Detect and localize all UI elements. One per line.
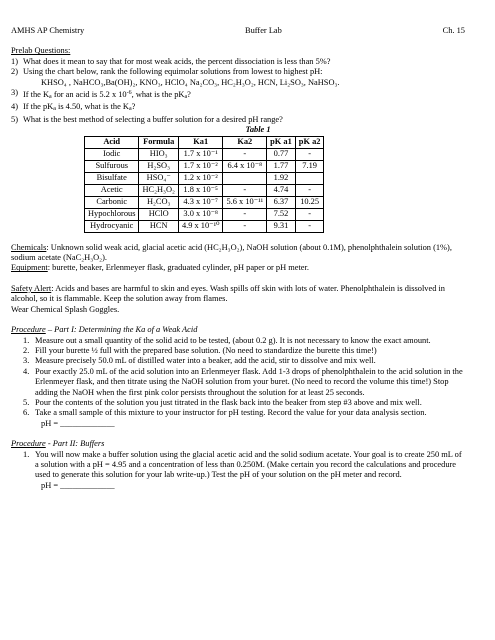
procedure-step: 4. Pour exactly 25.0 mL of the acid solution into an Erlenmeyer flask. Add 1-3 drops of phenolphthalein to the acid solution in the Erlenmeyer flask, and then titrate using the NaOH solution from your buret. (No need to record the volume this time!) Stop adding the NaOH when the first pink color persists throughout the solution for at least 25 seconds. <box>23 366 463 397</box>
acid-table <box>84 136 324 233</box>
procedure-step: 2. Fill your burette ½ full with the prepared base solution. (No need to standardize the burette this time!) <box>23 345 377 355</box>
table-header-row <box>85 136 324 148</box>
part2-heading: Procedure <box>11 439 46 449</box>
part2-section <box>11 439 465 491</box>
chemicals-section <box>11 243 465 274</box>
table-cell: 1.77 <box>267 160 296 172</box>
table-cell: - <box>223 184 267 196</box>
question-3: 3) If the Ka for an acid is 5.2 x $10^{-6}$, what is the pKa? <box>11 88 191 101</box>
table-cell: Sulfurous <box>85 160 139 172</box>
question-2-list: KHSO₄ , NaHCO₃,Ba(OH)₂, KNO₃, HClO₄ Na₂CO₃, HC₂H₃O₂, HCN, Li₂SO₃, NaHSO₃. <box>41 77 340 87</box>
table-row <box>85 208 324 220</box>
table-cell: 6.37 <box>267 196 296 208</box>
table-cell: Hypochlorous <box>85 208 139 220</box>
table-cell: 5.6 x 10⁻¹¹ <box>223 196 267 208</box>
safety-goggles: Wear Chemical Splash Goggles. <box>11 304 120 314</box>
equipment-label: Equipment <box>11 263 48 273</box>
table-cell: HC₂H₃O₂ <box>139 184 179 196</box>
table-cell: - <box>295 148 324 160</box>
col-formula: Formula <box>139 136 179 148</box>
chapter-label: Ch. 15 <box>442 26 465 35</box>
question-5: 5) What is the best method of selecting a buffer solution for a desired pH range? <box>11 114 283 124</box>
table-row <box>85 196 324 208</box>
table-cell: HSO₄⁻ <box>139 172 179 184</box>
table-row <box>85 184 324 196</box>
table-cell: - <box>223 220 267 232</box>
table-cell: HCN <box>139 220 179 232</box>
procedure-step: 6. Take a small sample of this mixture to your instructor for pH testing. Record the value for your data analysis section. <box>23 408 427 418</box>
part1-steps <box>11 336 465 419</box>
table-cell: Acetic <box>85 184 139 196</box>
table-cell: - <box>223 208 267 220</box>
table-cell <box>223 172 267 184</box>
part2-ph-line: pH = _____________ <box>41 480 115 490</box>
table-cell: 10.25 <box>295 196 324 208</box>
course-title: AMHS AP Chemistry <box>11 26 85 35</box>
table-cell: Iodic <box>85 148 139 160</box>
table-cell: - <box>295 208 324 220</box>
table-cell: - <box>223 148 267 160</box>
table-cell: 1.7 x 10⁻¹ <box>178 148 223 160</box>
table-cell: 6.4 x 10⁻⁸ <box>223 160 267 172</box>
table-row <box>85 160 324 172</box>
part1-ph-line: pH = _____________ <box>41 418 115 428</box>
table-body <box>85 148 324 232</box>
procedure-step: 3. Measure precisely 50.0 mL of distilled water into a beaker, add the acid, stir to dissolve and mix well. <box>23 356 376 366</box>
table-cell: H₂SO₃ <box>139 160 179 172</box>
table-cell: 3.0 x 10⁻⁸ <box>178 208 223 220</box>
question-4: 4) If the pKa is 4.50, what is the Ka? <box>11 102 136 113</box>
table-cell: H₂CO₃ <box>139 196 179 208</box>
part1-section <box>11 325 465 429</box>
table-cell: 9.31 <box>267 220 296 232</box>
safety-label: Safety Alert <box>11 283 52 293</box>
question-1: 1) What does it mean to say that for most weak acids, the percent dissociation is less than 5%? <box>11 56 331 66</box>
procedure-step: 5. Pour the contents of the solution you just titrated in the flask back into the beaker from step #3 above and mix well. <box>23 397 422 407</box>
procedure-step: 1. You will now make a buffer solution using the glacial acetic acid and the solid sodium acetate. Your goal is to create 250 mL of a solution with a pH = 4.95 and a concentration of less than 0.250M. (Make certain you record the calculations and procedure used to generate this solution for your lab write-up.) Test the pH of your solution on the pH meter and record. <box>23 449 462 480</box>
table-cell: 1.92 <box>267 172 296 184</box>
part1-heading: Procedure <box>11 325 46 335</box>
lab-title: Buffer Lab <box>245 26 282 35</box>
table-cell <box>295 172 324 184</box>
col-ka2: Ka2 <box>223 136 267 148</box>
table-cell: 4.9 x 10⁻¹⁰ <box>178 220 223 232</box>
table-row <box>85 220 324 232</box>
question-2: 2) Using the chart below, rank the following equimolar solutions from lowest to highest pH: <box>11 67 323 77</box>
safety-section <box>11 284 465 315</box>
table-cell: 1.2 x 10⁻² <box>178 172 223 184</box>
table-cell: 1.7 x 10⁻² <box>178 160 223 172</box>
table-cell: HClO <box>139 208 179 220</box>
table-caption: Table 1 <box>245 125 271 135</box>
procedure-step: 1. Measure out a small quantity of the solid acid to be tested, (about 0.2 g). It is not necessary to know the exact amount. <box>23 335 431 345</box>
table-cell: 7.19 <box>295 160 324 172</box>
table-cell: 4.3 x 10⁻⁷ <box>178 196 223 208</box>
safety-text: : Acids and bases are harmful to skin and eyes. Wash spills off skin with lots of water. Phenolphthalein is dissolved in alcohol, so it is flammable. Keep the solution away from flames. <box>11 283 445 304</box>
table-cell: - <box>295 184 324 196</box>
table-cell: Carbonic <box>85 196 139 208</box>
table-cell: - <box>295 220 324 232</box>
prelab-heading: Prelab Questions: <box>11 46 71 56</box>
page-header <box>11 26 465 36</box>
table-cell: 1.8 x 10⁻⁵ <box>178 184 223 196</box>
table-cell: 4.74 <box>267 184 296 196</box>
part2-title: - Part II: Buffers <box>45 439 105 449</box>
equipment-text: : burette, beaker, Erlenmeyer flask, graduated cylinder, pH paper or pH meter. <box>47 263 309 273</box>
table-row <box>85 148 324 160</box>
chemicals-text: : Unknown solid weak acid, glacial acetic acid (HC₂H₃O₂), NaOH solution (about 0.1M), phenolphthalein solution (1%), sodium acetate (NaC₂H₃O₂). <box>11 242 452 263</box>
table-cell: 0.77 <box>267 148 296 160</box>
col-acid: Acid <box>85 136 139 148</box>
table-cell: Bisulfate <box>85 172 139 184</box>
table-row <box>85 172 324 184</box>
part1-title: – Part I: Determining the Ka of a Weak Acid <box>45 325 198 335</box>
prelab-questions <box>11 57 465 125</box>
col-pka1: pK a1 <box>267 136 296 148</box>
table-cell: HIO₃ <box>139 148 179 160</box>
col-pka2: pK a2 <box>295 136 324 148</box>
col-ka1: Ka1 <box>178 136 223 148</box>
table-cell: 7.52 <box>267 208 296 220</box>
table-cell: Hydrocyanic <box>85 220 139 232</box>
chemicals-label: Chemicals <box>11 242 47 252</box>
part2-steps <box>11 450 465 481</box>
